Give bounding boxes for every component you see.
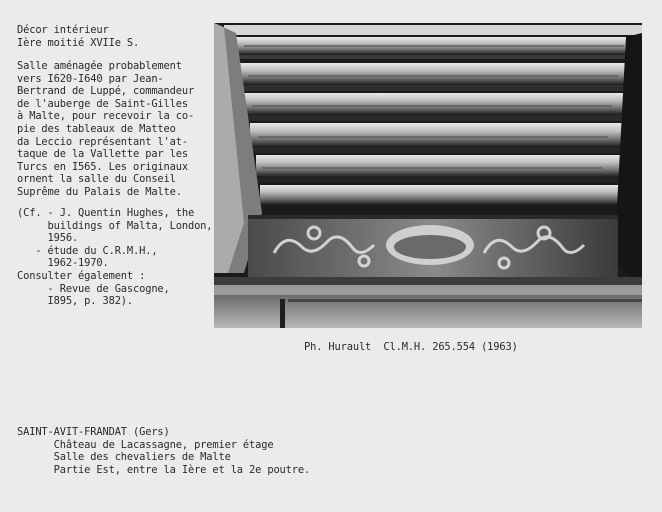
references-text: (Cf. - J. Quentin Hughes, the buildings of Malta, London, 1956. - étude du C.R.M.H., 1962-1970. Consulter également : - Revue de Gascogne, I895, p. 382). (17, 207, 213, 308)
description-text: Salle aménagée probablement vers I620-I640 par Jean- Bertrand de Luppé, commandeur de l'auberge de Saint-Gilles à Malte, pour recevoir la co- pie des tableaux de Matteo da Leccio représentant l'at- taque de la Vallette par les Turcs en I565. Les originaux ornent la salle du Conseil Suprême du Palais de Malte. (17, 60, 195, 198)
ceiling-photograph (214, 23, 642, 328)
heading-text: Décor intérieur Ière moitié XVIIe S. (17, 24, 140, 49)
photo-credit: Ph. Hurault Cl.M.H. 265.554 (1963) (304, 341, 518, 353)
location-text: SAINT-AVIT-FRANDAT (Gers) Château de Lacassagne, premier étage Salle des chevaliers de Malte Partie Est, entre la Ière et la 2e poutre. (17, 426, 311, 476)
